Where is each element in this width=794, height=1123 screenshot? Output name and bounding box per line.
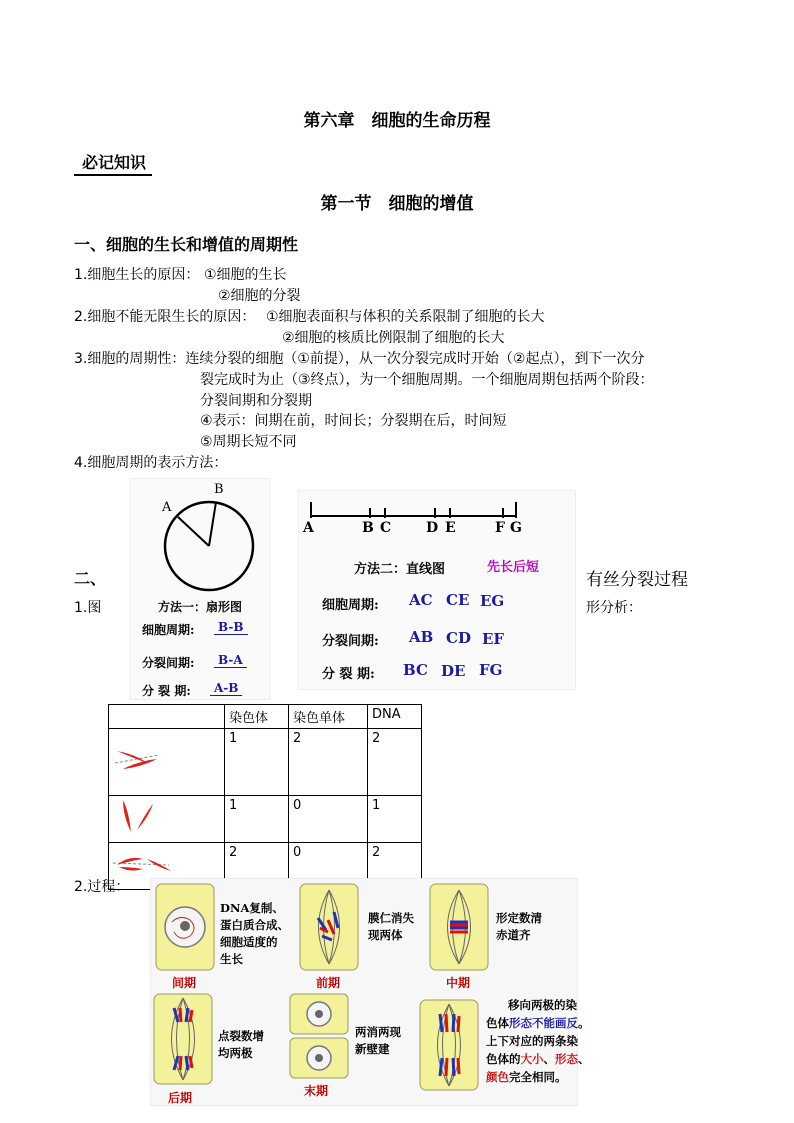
method2-row1-label: 细胞周期: [322,598,379,613]
table-header-chromosome: 染色体 [225,705,289,729]
method2-row2-v1: AB [409,628,434,646]
pie-label-b: B [214,482,224,497]
method2-row3-v1: BC [403,661,428,679]
table-header-chromatid: 染色单体 [289,705,368,729]
part1-heading: 一、细胞的生长和增值的周期性 [74,235,299,254]
method2-title: 方法二：直线图 [354,562,446,577]
item3-line4: ④表示：间期在前，时间长；分裂期在后，时间短 [200,413,507,429]
method2-row1-v3: EG [480,592,505,610]
anaphase-cell-image [152,992,214,1086]
method2-row2-v3: EF [482,630,505,648]
item1-label: 1.细胞生长的原因： [74,267,200,283]
part2-heading-left: 二、 [74,569,107,588]
prophase-cell-image [298,882,360,972]
item4-label: 4.细胞周期的表示方法： [74,455,228,471]
item1-b: ②细胞的分裂 [218,288,301,304]
chromosome-illustration [109,729,225,796]
tick-a: A [303,520,314,536]
item2-label: 2.细胞不能无限生长的原因： [74,309,256,325]
tick-b: B [362,520,374,536]
table-cell: 1 [225,729,289,796]
tick-c: C [380,520,392,536]
line-diagram [298,496,528,526]
tick-d: D [426,520,439,536]
method1-row2-value: B-A [214,653,247,668]
stage-name-metaphase: 中期 [446,976,471,990]
stage-desc-telophase: 两消两现 新壁建 [355,1025,401,1056]
table-cell: 1 [225,796,289,843]
page-title: 第六章 细胞的生命历程 [303,111,491,131]
table-cell: 2 [368,729,422,796]
item1-a: ①细胞的生长 [204,267,287,283]
method1-row3-value: A-B [210,681,242,696]
table-header-empty [109,705,225,729]
pie-label-a: A [162,500,172,515]
interphase-cell-image [154,882,216,972]
late-anaphase-note: 移向两极的染 色体形态不能画反。 上下对应的两条染 色体的大小、形态、 颜色完全相同。 [486,998,590,1084]
stage-desc-prophase: 膜仁消失 现两体 [368,911,414,942]
item3-line5: ⑤周期长短不同 [200,434,297,450]
section-heading: 必记知识 [74,150,152,176]
part2-heading-right: 有丝分裂过程 [586,570,688,590]
chromosome-table [108,704,422,890]
metaphase-cell-image [428,882,490,972]
method1-row3-label: 分 裂 期: [142,684,191,698]
table-cell: 2 [225,843,289,890]
method2-row2-v2: CD [446,629,471,647]
stage-desc-metaphase: 形定数清 赤道齐 [496,911,542,942]
method1-title: 方法一：扇形图 [158,600,243,614]
method1-row2-label: 分裂间期: [142,656,195,670]
item2-a: ①细胞表面积与体积的关系限制了细胞的长大 [266,309,545,325]
method2-note: 先长后短 [487,560,540,575]
table-header-dna: DNA [368,705,422,729]
stage-name-prophase: 前期 [316,976,341,990]
table-cell: 0 [289,843,368,890]
pie-diagram [130,478,268,598]
item2-1-right: 形分析： [586,600,642,616]
method2-row3-v3: FG [479,661,503,679]
late-anaphase-cell-image [418,998,480,1092]
telophase-cell-image [288,992,350,1080]
tick-g: G [510,520,522,536]
tick-e: E [445,520,456,536]
stage-name-anaphase: 后期 [168,1091,193,1105]
stage-name-interphase: 间期 [172,976,197,990]
method2-row3-v2: DE [441,662,466,680]
method2-row1-v1: AC [409,591,433,609]
item2-1-left: 1.图 [74,600,102,616]
subsection-title: 第一节 细胞的增值 [320,194,474,214]
item3-line2: 裂完成时为止（③终点），为一个细胞周期。一个细胞周期包括两个阶段： [200,372,654,388]
stage-name-telophase: 末期 [304,1084,329,1098]
item2-b: ②细胞的核质比例限制了细胞的长大 [282,330,505,346]
stage-desc-interphase: DNA复制、 蛋白质合成、 细胞适度的 生长 [220,901,289,966]
stage-desc-anaphase: 点裂数增 均两极 [218,1029,264,1060]
table-row [109,796,422,843]
item3-line3: 分裂间期和分裂期 [200,393,312,409]
item3-line1: 3.细胞的周期性：连续分裂的细胞（①前提），从一次分裂完成时开始（②起点），到下一次分 [74,351,645,367]
method2-row3-label: 分 裂 期: [322,667,375,682]
table-cell: 2 [368,843,422,890]
method1-row1-label: 细胞周期: [142,623,195,637]
method2-row1-v2: CE [446,591,470,609]
table-row [109,729,422,796]
process-label: 2.过程： [74,879,130,895]
method2-row2-label: 分裂间期: [322,634,379,649]
method1-row1-value: B-B [214,620,248,635]
table-cell: 1 [368,796,422,843]
table-cell: 2 [289,729,368,796]
chromatid-illustration [109,796,225,843]
table-cell: 0 [289,796,368,843]
tick-f: F [495,520,505,536]
